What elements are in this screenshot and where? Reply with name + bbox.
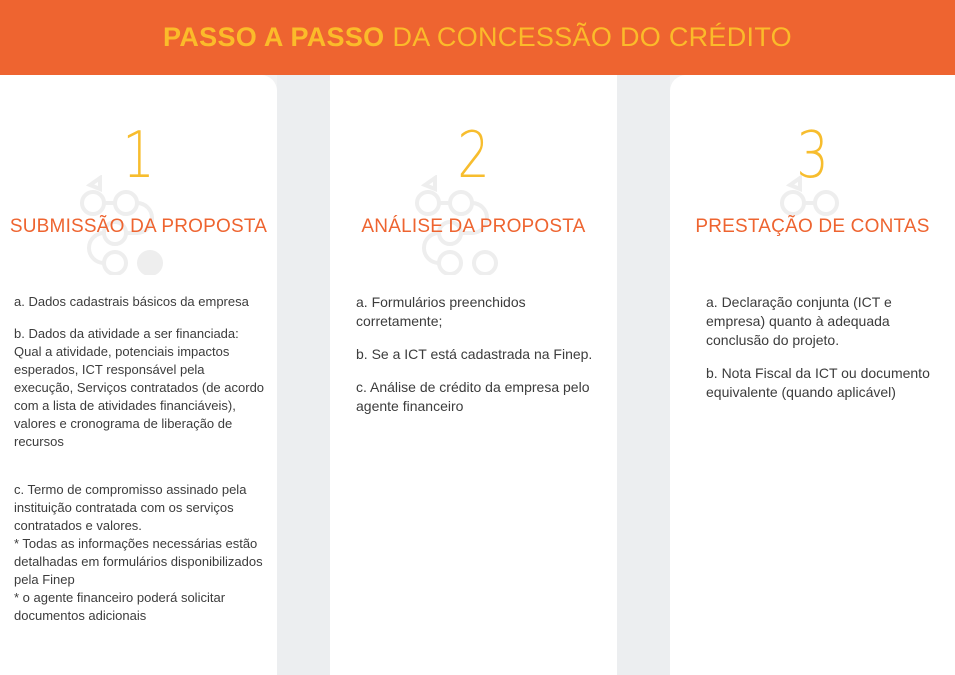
step-item: c. Termo de compromisso assinado pela instituição contratada com os serviços contratados e valores. bbox=[14, 482, 247, 533]
step-note: * Todas as informações necessárias estão detalhadas em formulários disponibilizados pela Finep bbox=[14, 536, 263, 587]
step-card-3 bbox=[670, 75, 955, 675]
page-header bbox=[0, 0, 955, 75]
step-item: a. Declaração conjunta (ICT e empresa) quanto à adequada conclusão do projeto. bbox=[706, 294, 892, 348]
header-rest: DA CONCESSÃO DO CRÉDITO bbox=[392, 22, 792, 52]
step-number: 2 bbox=[457, 119, 490, 193]
step-item: b. Dados da atividade a ser financiada: Qual a atividade, potenciais impactos esperados, ICT responsável pela execução, Serviços contratados (de acordo com a lista de atividades financiáveis), valores e cronograma de liberação de recursos bbox=[14, 326, 265, 449]
step-item: a. Dados cadastrais básicos da empresa bbox=[14, 294, 249, 309]
step-number: 3 bbox=[796, 119, 829, 193]
column-divider bbox=[277, 75, 330, 675]
step-item: b. Nota Fiscal da ICT ou documento equivalente (quando aplicável) bbox=[706, 365, 930, 400]
column-divider bbox=[617, 75, 670, 675]
step-items bbox=[14, 293, 265, 625]
step-title: ANÁLISE DA PROPOSTA bbox=[361, 216, 586, 237]
header-bold: PASSO A PASSO bbox=[163, 22, 385, 52]
step-card-2 bbox=[330, 75, 617, 675]
step-number: 1 bbox=[122, 119, 155, 193]
step-note: * o agente financeiro poderá solicitar documentos adicionais bbox=[14, 590, 226, 623]
step-items bbox=[706, 293, 943, 416]
step-item: c. Análise de crédito da empresa pelo agente financeiro bbox=[356, 379, 590, 414]
step-card-1 bbox=[0, 75, 277, 675]
step-items bbox=[356, 293, 605, 430]
step-item: b. Se a ICT está cadastrada na Finep. bbox=[356, 346, 593, 362]
step-item: a. Formulários preenchidos corretamente; bbox=[356, 294, 526, 329]
step-title: PRESTAÇÃO DE CONTAS bbox=[695, 216, 930, 237]
step-title: SUBMISSÃO DA PROPOSTA bbox=[9, 216, 268, 237]
